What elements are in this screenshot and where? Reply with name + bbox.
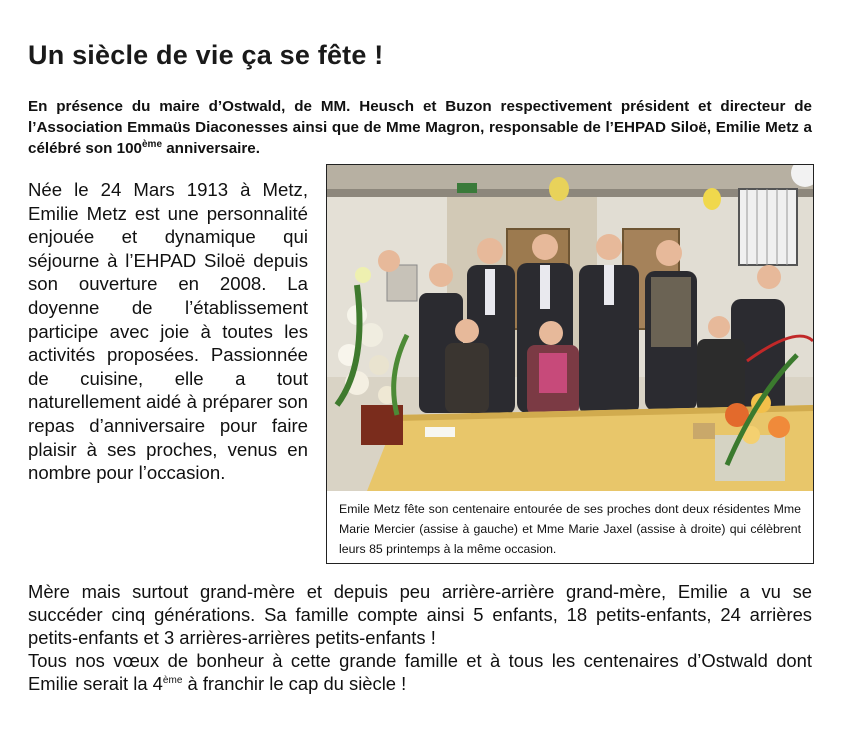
photo-caption: Emile Metz fête son centenaire entourée de ses proches dont deux résidentes Mme Marie Mercier (assise à gauche) et Mme Marie Jaxel (assise à droite) qui célèbrent leurs 85 printemps à la même occasion. xyxy=(339,502,801,556)
intro-end: anniversaire. xyxy=(162,140,260,157)
group-photo-illustration xyxy=(327,165,813,491)
closing-paragraph-2 xyxy=(28,649,812,695)
closing-paragraph-2-start: Tous nos vœux de bonheur à cette grande famille et à tous les centenaires d’Ostwald dont Emilie serait la 4 xyxy=(28,650,812,694)
closing-paragraphs xyxy=(28,580,812,695)
intro-superscript: ème xyxy=(141,138,162,150)
photo-figure xyxy=(326,164,814,564)
article-title: Un siècle de vie ça se fête ! xyxy=(28,40,384,70)
body-paragraph: Née le 24 Mars 1913 à Metz, Emilie Metz est une personnalité enjouée et dynamique qui séjourne à l’EHPAD Siloë depuis son ouverture en 2008. La doyenne de l’établissement participe avec joie à toutes les activités proposées. Passionnée de cuisine, elle a tout naturellement aidé à préparer son repas d’anniversaire pour faire plaisir à ses proches, venus en nombre pour l’occasion. xyxy=(28,179,308,484)
intro-text: En présence du maire d’Ostwald, de MM. Heusch et Buzon respectivement président et directeur de l’Association Emmaüs Diaconesses ainsi que de Mme Magron, responsable de l’EHPAD Siloë, Emilie Metz a célébré son 100 xyxy=(28,98,812,157)
closing-superscript: ème xyxy=(162,674,183,686)
closing-paragraph-1: Mère mais surtout grand-mère et depuis peu arrière-arrière grand-mère, Emilie a vu se succéder cinq générations. Sa famille compte ainsi 5 enfants, 18 petits-enfants, 24 arrières petits-enfants et 3 arrières-arrières petits-enfants ! xyxy=(28,581,812,648)
closing-paragraph-2-end: à franchir le cap du siècle ! xyxy=(182,673,407,694)
group-photo xyxy=(327,165,813,491)
intro-paragraph xyxy=(28,96,812,159)
